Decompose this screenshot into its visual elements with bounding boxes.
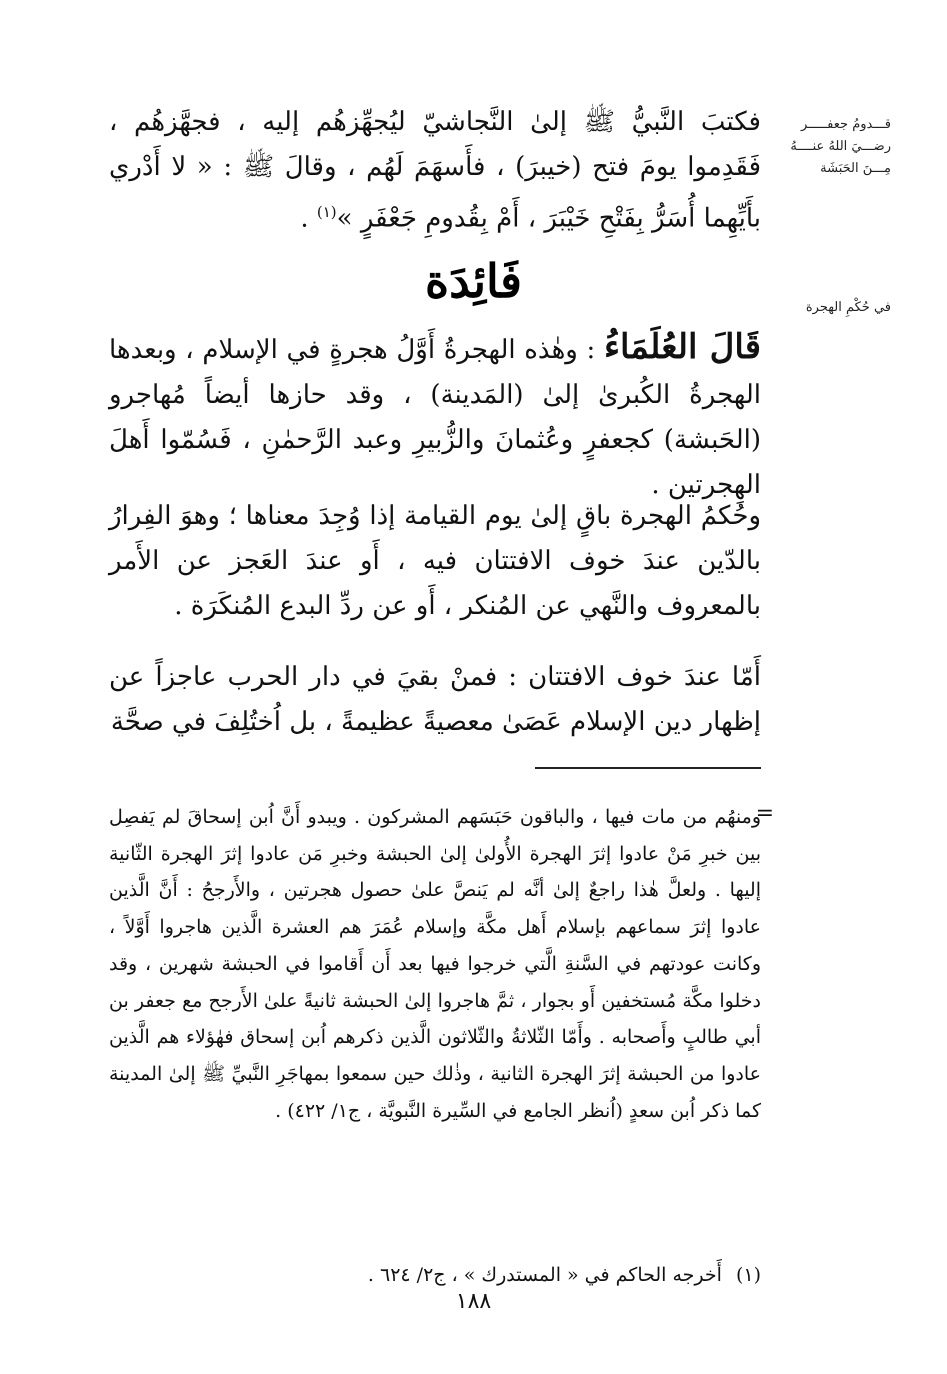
paragraph-scholars-said xyxy=(109,325,761,508)
page-number: ١٨٨ xyxy=(455,1289,492,1314)
margin-note-jafar-arrival: قـــدومُ جعفـــــر رضـــيَ اللهُ عنــــهُ مِـــنَ الحَبَشَة xyxy=(790,117,891,176)
lead-word: قَالَ العُلَمَاءُ xyxy=(603,327,762,367)
paragraph-text: فكتبَ النَّبيُّ ﷺ إلىٰ النَّجاشيّ ليُجهِّزهُم إليه ، فجهَّزهُم ، فَقَدِموا يومَ فتح (خيبرَ) ، فأَسهَمَ لَهُم ، وقالَ ﷺ : « لا أَدْري بأَيِّهِما أُسَرُّ بِفَتْحِ خَيْبَرَ ، أَمْ بِقُدومِ جَعْفَرٍ » xyxy=(109,107,761,234)
footnote-1 xyxy=(109,1258,761,1292)
section-heading-faida: فَائِدَة xyxy=(424,254,523,308)
paragraph-end: . xyxy=(300,203,317,234)
paragraph-hijra-ruling: وحُكمُ الهجرة باقٍ إلىٰ يوم القيامة إذا وُجِدَ معناها ؛ وهوَ الفِرارُ بالدّين عندَ خوف الافتتان فيه ، أَو عندَ العَجز عن الأَمر بالمعروف والنَّهي عن المُنكر ، أَو عن ردِّ البدع المُنكَرَة . xyxy=(109,501,761,621)
paragraph-text: : وهٰذه الهجرةُ أَوَّلُ هجرةٍ في الإسلام ، وبعدها الهجرةُ الكُبرىٰ إلىٰ (المَدينة) ، وقد حازها أيضاً مُهاجرو (الحَبشة) كجعفرٍ وعُثمانَ والزُّبيرِ وعبد الرَّحمٰنِ ، فَسُمّوا أَهلَ الهِجرتين . xyxy=(109,335,761,500)
footnote-number: (١) xyxy=(735,1264,761,1286)
paragraph-fear-of-temptation: أَمّا عندَ خوف الافتتان : فمنْ بقيَ في دار الحرب عاجزاً عن إظهار دين الإسلام عَصَىٰ معصيةً عظيمةً ، بل اُختُلِفَ في صحَّة xyxy=(109,662,761,737)
paragraph-jafar-arrival xyxy=(109,100,761,242)
footnote-continuation: ومنهُم من مات فيها ، والباقون حَبَسَهم المشركون . ويبدو أَنَّ اُبن إسحاقَ لم يَفصِل بين خبرِ مَنْ عادوا إثرَ الهجرة الأُولىٰ إلىٰ الحبشة وخبرِ مَن عادوا إثرَ الهجرة الثّانية إليها . ولعلَّ هٰذا راجعٌ إلىٰ أنَّه لم يَنصَّ علىٰ حصول هجرتين ، والأَرجحُ : أَنَّ الَّذين عادوا إثرَ سماعهم بإسلام أَهل مكَّة وإسلام عُمَرَ هم العشرة الَّذين هاجروا أَوَّلاً ، وكانت عودتهم في السَّنةِ الَّتي خرجوا فيها بعد أَن أَقاموا في الحبشة شهرين ، وقد دخلوا مكَّة مُستخفين أَو بجوار ، ثمَّ هاجروا إلىٰ الحبشة ثانيةً علىٰ الأَرجح مع جعفر بن أبي طالبٍ وأَصحابه . وأَمّا الثّلاثةُ والثّلاثون الَّذين ذكرهم اُبن إسحاق فهٰؤلاء هم الَّذين عادوا من الحبشة إثرَ الهجرة الثانية ، وذٰلك حين سمعوا بمهاجَرِ النَّبيِّ ﷺ إلىٰ المدينة كما ذكر اُبن سعدٍ (اُنظر الجامع في السِّيرة النَّبويَّة ، ج١/ ٤٢٢) . xyxy=(109,806,761,1122)
footnote-continuation-mark: = xyxy=(755,801,774,826)
footnote-reference[interactable]: (١) xyxy=(316,203,337,221)
footnote-separator xyxy=(535,767,761,769)
margin-note-hijra-ruling: في حُكْمِ الهجرة xyxy=(805,300,891,315)
footnote-text: أَخرجه الحاكم في « المستدرك » ، ج٢/ ٦٢٤ . xyxy=(367,1264,722,1286)
